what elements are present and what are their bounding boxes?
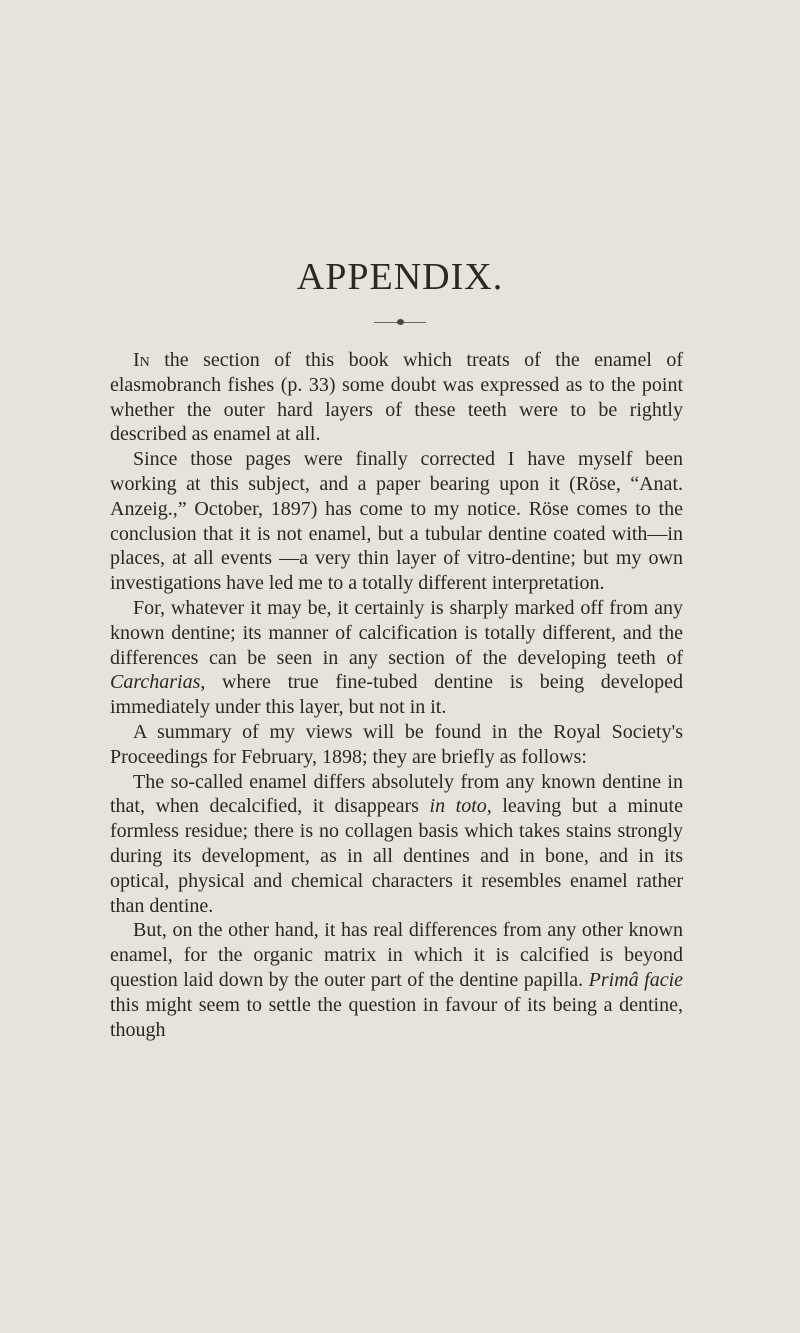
drop-lead: In	[133, 349, 150, 371]
rule-diamond-icon	[397, 319, 404, 325]
italic-term: Primâ facie	[588, 968, 683, 991]
paragraph-3	[110, 596, 683, 720]
paragraph-text: this might seem to settle the question in favour of its being a dentine, though	[110, 993, 683, 1041]
body-text	[110, 348, 683, 1042]
paragraph-5	[110, 770, 683, 919]
italic-term: Carcharias	[110, 671, 201, 694]
paragraph-2	[110, 447, 683, 596]
paragraph-text: For, whatever it may be, it certainly is sharply marked off from any known dentine; its manner of calcification is totally different, and the differences can be seen in any section of the developing teeth of	[110, 596, 683, 669]
paragraph-text: A summary of my views will be found in the Royal Society's Proceedings for February, 1898; they are briefly as follows:	[110, 720, 683, 768]
paragraph-1	[110, 348, 683, 447]
paragraph-6	[110, 918, 683, 1042]
italic-term: in toto	[429, 795, 487, 818]
page-title: APPENDIX.	[296, 256, 504, 298]
paragraph-text: , leaving but a minute formless residue; there is no collagen basis which takes stains strongly during its development, as in all dentines and in bone, and in its optical, physical and chemical characters it resembles enamel rather than dentine.	[110, 795, 683, 917]
paragraph-4	[110, 720, 683, 770]
paragraph-text: , where true fine-tubed dentine is being developed immediately under this layer, but not in it.	[110, 671, 683, 719]
paragraph-text: The so-called enamel differs absolutely from any known dentine in that, when decalcified, it disappears	[110, 770, 683, 818]
paragraph-text: the section of this book which treats of the enamel of elasmobranch fishes (p. 33) some doubt was expressed as to the point whether the outer hard layers of these teeth were to be rightly described as enamel at all.	[110, 349, 683, 446]
paragraph-text: Since those pages were finally corrected I have myself been working at this subject, and a paper bearing upon it (Röse, “Anat. Anzeig.,” October, 1897) has come to my notice. Röse comes to the conclusion that it is not enamel, but a tubular dentine coated with—in places, at all events —a very thin layer of vitro-dentine; but my own investigations have led me to a totally different interpretation.	[110, 448, 683, 595]
paragraph-text: But, on the other hand, it has real differences from any other known enamel, for the organic matrix in which it is calcified is beyond question laid down by the outer part of the dentine papilla.	[110, 919, 683, 991]
